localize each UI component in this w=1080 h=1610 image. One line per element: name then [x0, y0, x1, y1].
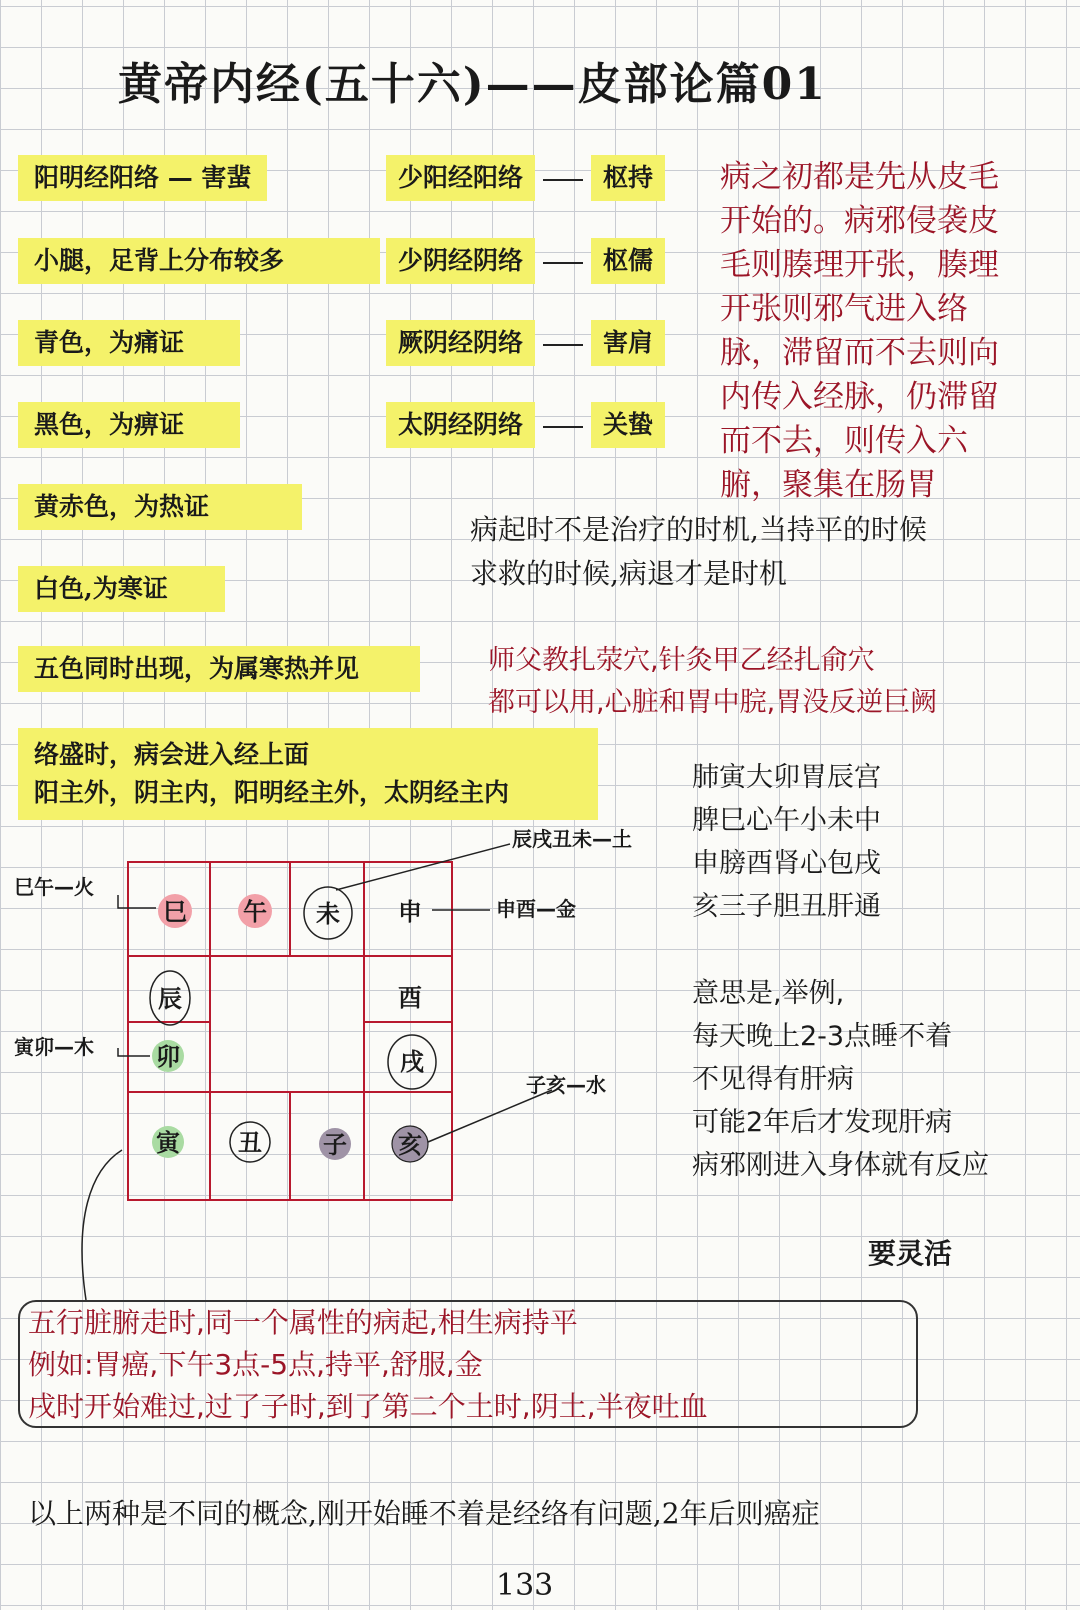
example-note: [692, 972, 989, 1187]
pair-shaoyang-channel: 少阳经阳络: [386, 155, 535, 201]
timing-line: 病起时不是治疗的时机,当持平的时候: [470, 513, 927, 546]
red-line: 毛则腠理开张，腠理: [720, 247, 999, 283]
note-luo-line-1: 络盛时，病会进入经上面: [34, 740, 310, 769]
box-line: 戌时开始难过,过了子时,到了第二个土时,阴土,半夜吐血: [28, 1390, 708, 1423]
pair-shaoyin-name: 枢儒: [591, 238, 665, 284]
cell-hai: 亥: [398, 1131, 422, 1159]
cell-xu: 戌: [400, 1048, 424, 1076]
curve-to-box: [82, 1150, 122, 1300]
branch-diagram: [0, 820, 700, 1300]
cell-shen: 申: [398, 898, 422, 926]
example-line: 病邪刚进入身体就有反应: [692, 1150, 989, 1181]
pair-jueyin: [386, 320, 665, 366]
pair-jueyin-name: 害肩: [591, 320, 665, 366]
page-title: 黄帝内经(五十六)——皮部论篇01: [118, 59, 827, 110]
timing-note: [470, 508, 927, 596]
verse-line: 脾巳心午小未中: [692, 805, 881, 836]
box-line: 五行脏腑走时,同一个属性的病起,相生病持平: [28, 1306, 578, 1339]
cell-zi: 子: [323, 1131, 347, 1159]
pair-dash: [543, 262, 583, 264]
note-yellow-red: 黄赤色，为热证: [18, 484, 302, 530]
red-line: 而不去，则传入六: [720, 423, 968, 459]
example-line: 不见得有肝病: [692, 1064, 854, 1095]
bottom-note: 以上两种是不同的概念,刚开始睡不着是经络有问题,2年后则癌症: [28, 1497, 820, 1530]
red-line: 病之初都是先从皮毛: [720, 159, 999, 195]
box-line: 例如:胃癌,下午3点-5点,持平,舒服,金: [28, 1348, 483, 1381]
cell-wu: 午: [243, 898, 267, 926]
pair-taiyin-channel: 太阴经阴络: [386, 402, 535, 448]
note-luo-line-2: 阳主外，阴主内，阳明经主外，太阴经主内: [34, 778, 510, 807]
example-line: 可能2年后才发现肝病: [692, 1107, 953, 1138]
cell-you: 酉: [398, 984, 422, 1012]
label-metal: 申酉—金: [496, 897, 576, 921]
master-line: 都可以用,心脏和胃中脘,胃没反逆巨阙: [488, 687, 938, 718]
example-line: 每天晚上2-3点睡不着: [692, 1021, 953, 1052]
pair-shaoyang: [386, 155, 665, 201]
red-line: 开始的。病邪侵袭皮: [720, 203, 999, 239]
label-water: 子亥—水: [526, 1073, 606, 1097]
red-line: 腑，聚集在肠胃: [720, 467, 937, 503]
pair-shaoyin-channel: 少阴经阴络: [386, 238, 535, 284]
cell-wei: 未: [316, 900, 340, 928]
water-connector: [428, 1090, 552, 1142]
master-line: 师父教扎荥穴,针灸甲乙经扎俞穴: [488, 645, 875, 676]
label-wood: 寅卯—木: [14, 1035, 94, 1059]
pair-taiyin: [386, 402, 665, 448]
note-white: 白色,为寒证: [18, 566, 225, 612]
note-yangming: [18, 155, 267, 201]
example-line: 意思是,举例,: [692, 978, 845, 1009]
five-element-timing-text: [28, 1302, 708, 1428]
label-fire: 巳午—火: [14, 875, 94, 899]
cell-si: 巳: [163, 898, 187, 926]
note-black: 黑色，为痹证: [18, 402, 240, 448]
note-five-colors: 五色同时出现，为属寒热并见: [18, 646, 420, 692]
verse-line: 申膀酉肾心包戌: [692, 848, 881, 879]
disease-progression-paragraph: [720, 155, 1020, 507]
earth-connector: [336, 844, 510, 890]
note-blue: 青色，为痛证: [18, 320, 240, 366]
verse-line: 亥三子胆丑肝通: [692, 891, 881, 922]
cell-yin: 寅: [156, 1129, 180, 1157]
wood-connector: [118, 1048, 150, 1056]
cell-chen: 辰: [158, 985, 182, 1013]
note-yangming-text: 阳明经阳络 — 害蜚: [34, 163, 252, 192]
note-luo-block: [18, 728, 598, 820]
cell-mao: 卯: [156, 1043, 180, 1071]
fire-connector: [118, 895, 156, 908]
page-number: 133: [496, 1568, 554, 1603]
pair-taiyin-name: 关蛰: [591, 402, 665, 448]
pair-jueyin-channel: 厥阴经阴络: [386, 320, 535, 366]
pair-dash: [543, 426, 583, 428]
pair-dash: [543, 344, 583, 346]
label-earth: 辰戌丑未—土: [512, 827, 632, 851]
pair-dash: [543, 179, 583, 181]
red-line: 脉，滞留而不去则向: [720, 335, 999, 371]
timing-line: 求救的时候,病退才是时机: [470, 557, 787, 590]
pair-shaoyin: [386, 238, 665, 284]
red-line: 内传入经脉，仍滞留: [720, 379, 999, 415]
note-leg: 小腿，足背上分布较多: [18, 238, 380, 284]
pair-shaoyang-name: 枢持: [591, 155, 665, 201]
cell-chou: 丑: [238, 1129, 262, 1157]
red-line: 开张则邪气进入络: [720, 291, 968, 327]
master-note: [488, 640, 937, 724]
organ-clock-verse: [692, 756, 881, 928]
flexible-note: 要灵活: [868, 1237, 953, 1270]
verse-line: 肺寅大卯胃辰宫: [692, 762, 881, 793]
